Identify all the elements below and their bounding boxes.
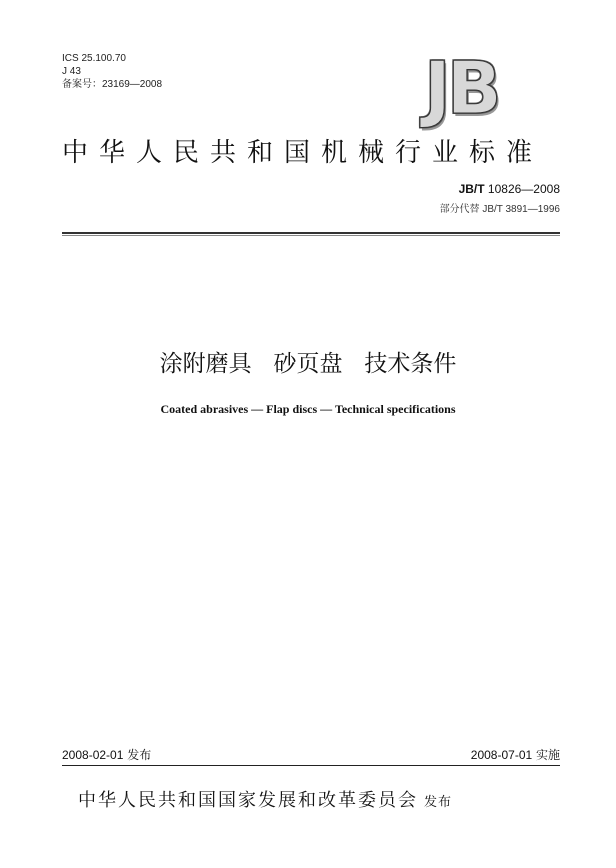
replaces-note: 部分代替 JB/T 3891—1996 [439, 204, 560, 215]
issue-date-label: 发布 [123, 748, 152, 762]
document-title-english: Coated abrasives — Flap discs — Technical specifications [160, 402, 456, 416]
issue-date-value: 2008-02-01 [62, 748, 124, 762]
effective-date-value: 2008-07-01 [470, 748, 533, 762]
effective-date [471, 746, 560, 763]
header-divider [62, 232, 560, 234]
footer-divider [62, 765, 560, 766]
effective-date-label: 实施 [532, 748, 560, 762]
header-divider-thin [62, 235, 560, 236]
issue-date [62, 746, 151, 763]
ics-code: ICS 25.100.70 [62, 53, 126, 64]
record-number: 备案号：23169—2008 [62, 79, 163, 90]
issuer-suffix: 发布 [424, 795, 453, 810]
issuer-name: 中华人民共和国国家发展和改革委员会 [78, 790, 418, 811]
document-title-chinese: 涂附磨具 砂页盘 技术条件 [159, 351, 457, 377]
issuing-authority [78, 786, 452, 812]
category-code: J 43 [62, 66, 81, 77]
standard-number [459, 182, 560, 196]
jb-logo: JB [424, 46, 498, 130]
standard-code: 10826—2008 [484, 182, 560, 196]
document-category-title: 中华人民共和国机械行业标准 [62, 138, 544, 168]
standard-prefix: JB/T [458, 182, 485, 196]
